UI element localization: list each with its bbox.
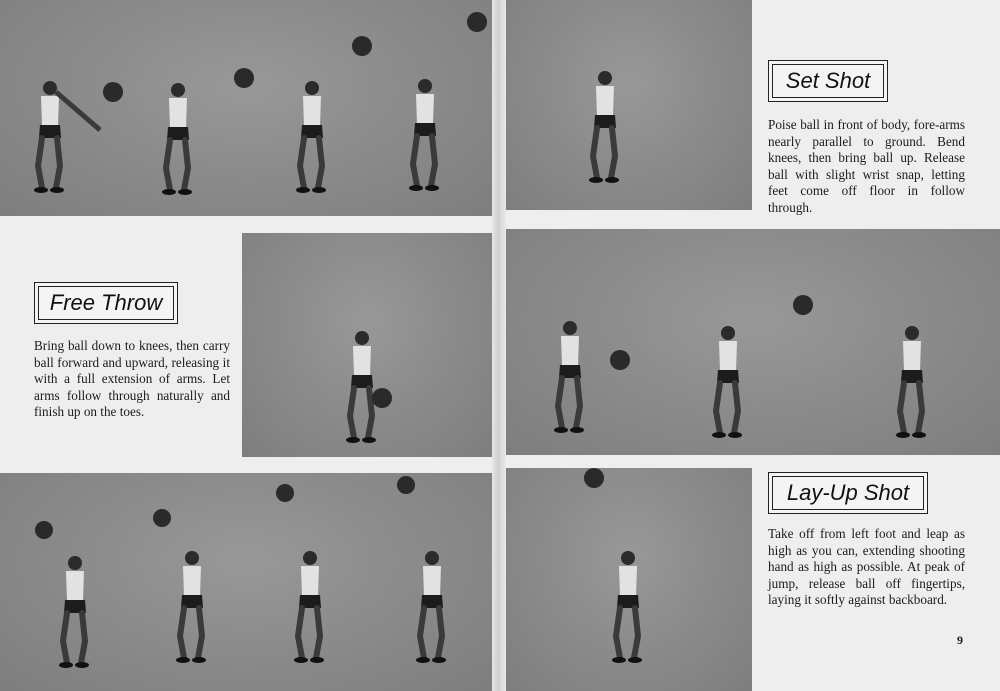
free-throw-title-text: Free Throw: [49, 290, 163, 315]
lay-up-description: Take off from left foot and leap as high as you can, extending shooting hand as high as possible. At peak of jump, release ball off fingertips, laying it softly against backboard.: [768, 526, 965, 607]
lay-up-title: [768, 472, 928, 514]
free-throw-description: Bring ball down to knees, then carry ball forward and upward, releasing it with a full extension of arms. Let arms follow through naturally and finish up on the toes.: [34, 338, 230, 419]
free-throw-figures: [346, 295, 926, 443]
lay-up-figures: [35, 468, 642, 668]
lay-up-title-text: Lay-Up Shot: [786, 480, 910, 505]
set-shot-title-text: Set Shot: [785, 68, 871, 93]
set-shot-description: Poise ball in front of body, fore-arms nearly parallel to ground. Bend knees, then bring ball up. Release ball with slight wrist snap, letting feet come off floor in follow through.: [768, 117, 965, 215]
set-shot-title: [768, 60, 888, 102]
free-throw-title: [34, 282, 178, 324]
page-number: 9: [957, 633, 963, 647]
set-shot-figures: [34, 12, 619, 195]
